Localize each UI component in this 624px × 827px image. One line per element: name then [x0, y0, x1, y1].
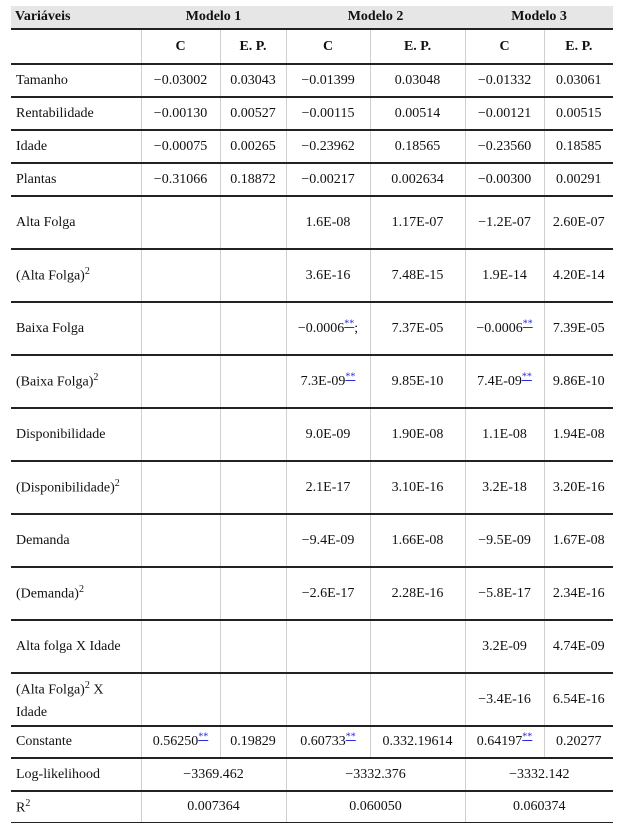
cell-m3-se: 1.94E-08 [544, 408, 613, 461]
significance-link[interactable]: ** [522, 731, 533, 743]
row-label: Alta Folga [11, 196, 141, 249]
cell-m1-se: 0.03043 [220, 64, 286, 97]
row-label: Idade [11, 130, 141, 163]
row-label: Rentabilidade [11, 97, 141, 130]
superscript: 2 [84, 266, 90, 278]
cell-m3-coef: 1.9E-14 [465, 249, 544, 302]
table-row [11, 64, 613, 97]
cell-m2-se [370, 673, 465, 726]
cell-m2-se: 1.66E-08 [370, 514, 465, 567]
cell-m3-coef: 1.1E-08 [465, 408, 544, 461]
subheader-m1-se: E. P. [220, 29, 286, 64]
cell-m3-se: 0.03061 [544, 64, 613, 97]
cell-m1-coef: −0.00075 [141, 130, 220, 163]
cell-m2-se: 9.85E-10 [370, 355, 465, 408]
cell-value: 7.4E-09 [477, 373, 522, 389]
header-variables: Variáveis [11, 6, 141, 29]
cell-m2-coef: −2.6E-17 [286, 567, 370, 620]
cell-m3-coef: −5.8E-17 [465, 567, 544, 620]
significance-link[interactable]: ** [345, 370, 356, 382]
cell-m3-r2: 0.060374 [465, 791, 613, 823]
table-row [11, 302, 613, 355]
row-label: Plantas [11, 163, 141, 196]
cell-m3-coef: −0.01332 [465, 64, 544, 97]
header-model-1: Modelo 1 [141, 6, 286, 29]
table-row [11, 620, 613, 673]
cell-m1-r2: 0.007364 [141, 791, 286, 823]
cell-m2-coef [286, 355, 370, 408]
cell-m3-coef [465, 726, 544, 758]
row-label [11, 567, 141, 620]
row-label-text: (Disponibilidade) [16, 480, 115, 496]
cell-m1-coef [141, 620, 220, 673]
table-row [11, 196, 613, 249]
cell-tail: ; [354, 320, 359, 336]
cell-m1-coef [141, 408, 220, 461]
superscript: 2 [84, 680, 90, 692]
cell-m2-r2: 0.060050 [286, 791, 465, 823]
cell-m1-coef: −0.00130 [141, 97, 220, 130]
cell-m2-coef: 9.0E-09 [286, 408, 370, 461]
significance-link[interactable]: ** [344, 317, 355, 329]
cell-m2-se: 1.90E-08 [370, 408, 465, 461]
cell-value: 0.64197 [476, 734, 523, 749]
cell-m1-coef: −0.31066 [141, 163, 220, 196]
cell-m3-se: 4.74E-09 [544, 620, 613, 673]
cell-m3-se: 0.20277 [544, 726, 613, 758]
cell-m2-se: 0.00514 [370, 97, 465, 130]
cell-m1-se: 0.00527 [220, 97, 286, 130]
subheader-row [11, 29, 613, 64]
significance-link[interactable]: ** [521, 370, 532, 382]
cell-m3-se: 0.00291 [544, 163, 613, 196]
row-label: Constante [11, 726, 141, 758]
superscript: 2 [93, 372, 99, 384]
row-label-text: (Baixa Folga) [16, 374, 94, 390]
row-label [11, 249, 141, 302]
subheader-empty [11, 29, 141, 64]
cell-m1-coef [141, 726, 220, 758]
cell-m2-se: 7.48E-15 [370, 249, 465, 302]
cell-m3-se: 1.67E-08 [544, 514, 613, 567]
row-label-text: (Alta Folga) [16, 682, 85, 698]
row-label [11, 791, 141, 823]
cell-m2-se: 2.28E-16 [370, 567, 465, 620]
cell-m2-se: 7.37E-05 [370, 302, 465, 355]
row-label [11, 461, 141, 514]
table-row [11, 673, 613, 726]
cell-m3-se: 0.00515 [544, 97, 613, 130]
cell-m1-coef [141, 461, 220, 514]
cell-m3-coef: −1.2E-07 [465, 196, 544, 249]
cell-m2-coef [286, 673, 370, 726]
cell-m2-se: 0.332.19614 [370, 726, 465, 758]
cell-m1-loglik: −3369.462 [141, 758, 286, 791]
cell-m3-se: 9.86E-10 [544, 355, 613, 408]
cell-m1-se [220, 514, 286, 567]
cell-m3-coef: 3.2E-09 [465, 620, 544, 673]
cell-m1-se [220, 461, 286, 514]
cell-value: −0.0006 [476, 320, 523, 336]
significance-link[interactable]: ** [345, 731, 356, 743]
cell-m1-se [220, 355, 286, 408]
cell-m3-coef: −0.23560 [465, 130, 544, 163]
row-label: Alta folga X Idade [11, 620, 141, 673]
cell-m3-se: 3.20E-16 [544, 461, 613, 514]
cell-m3-se: 7.39E-05 [544, 302, 613, 355]
cell-m3-se: 6.54E-16 [544, 673, 613, 726]
cell-m2-coef: 1.6E-08 [286, 196, 370, 249]
cell-m2-se: 0.18565 [370, 130, 465, 163]
row-label: Log-likelihood [11, 758, 141, 791]
superscript: 2 [114, 478, 120, 490]
cell-m2-se: 1.17E-07 [370, 196, 465, 249]
table-row [11, 567, 613, 620]
cell-m2-coef: −9.4E-09 [286, 514, 370, 567]
cell-m1-se [220, 408, 286, 461]
row-label-text: (Demanda) [16, 586, 79, 602]
cell-value: 0.56250 [152, 734, 199, 749]
cell-m2-se: 3.10E-16 [370, 461, 465, 514]
cell-m3-se: 2.60E-07 [544, 196, 613, 249]
cell-m1-coef [141, 514, 220, 567]
cell-m2-se: 0.03048 [370, 64, 465, 97]
regression-results-table [11, 6, 613, 823]
table-row [11, 130, 613, 163]
row-label-text: R [16, 800, 26, 816]
table-row [11, 514, 613, 567]
row-label-text-b: X Idade [16, 682, 104, 720]
cell-m1-se [220, 249, 286, 302]
cell-m1-se [220, 196, 286, 249]
cell-m3-se: 0.18585 [544, 130, 613, 163]
table-row [11, 726, 613, 758]
subheader-m2-coef: C [286, 29, 370, 64]
cell-m1-coef [141, 249, 220, 302]
cell-m2-se [370, 620, 465, 673]
cell-value: −0.0006 [297, 320, 345, 336]
cell-m2-se: 0.002634 [370, 163, 465, 196]
table-row [11, 461, 613, 514]
cell-m1-coef [141, 196, 220, 249]
table-row [11, 355, 613, 408]
cell-m1-se [220, 302, 286, 355]
superscript: 2 [78, 584, 84, 596]
subheader-m1-coef: C [141, 29, 220, 64]
cell-m2-coef [286, 620, 370, 673]
cell-m2-coef: −0.00217 [286, 163, 370, 196]
row-label: Demanda [11, 514, 141, 567]
header-model-3: Modelo 3 [465, 6, 613, 29]
cell-value: 0.60733 [300, 734, 346, 749]
header-row [11, 6, 613, 29]
row-label [11, 355, 141, 408]
cell-m2-coef [286, 302, 370, 355]
cell-m2-coef: 3.6E-16 [286, 249, 370, 302]
cell-m1-se [220, 567, 286, 620]
cell-m1-coef [141, 673, 220, 726]
significance-link[interactable]: ** [522, 317, 533, 329]
cell-m1-se: 0.18872 [220, 163, 286, 196]
cell-m3-coef: −3.4E-16 [465, 673, 544, 726]
table-row [11, 249, 613, 302]
row-label: Disponibilidade [11, 408, 141, 461]
row-label-text: (Alta Folga) [16, 268, 85, 284]
cell-m2-coef: −0.01399 [286, 64, 370, 97]
superscript: 2 [25, 797, 31, 809]
row-label [11, 673, 141, 726]
row-label: Baixa Folga [11, 302, 141, 355]
cell-m1-coef [141, 567, 220, 620]
cell-m2-coef [286, 726, 370, 758]
cell-m1-se [220, 673, 286, 726]
row-label: Tamanho [11, 64, 141, 97]
cell-m2-coef: −0.00115 [286, 97, 370, 130]
cell-m1-se [220, 620, 286, 673]
cell-m3-coef [465, 302, 544, 355]
table-row [11, 408, 613, 461]
cell-m3-coef: −0.00300 [465, 163, 544, 196]
subheader-m2-se: E. P. [370, 29, 465, 64]
cell-m3-coef: −9.5E-09 [465, 514, 544, 567]
cell-m1-coef [141, 355, 220, 408]
cell-m1-se: 0.19829 [220, 726, 286, 758]
cell-value: 7.3E-09 [300, 373, 346, 389]
results-table-container [11, 6, 613, 823]
header-model-2: Modelo 2 [286, 6, 465, 29]
cell-m3-coef [465, 355, 544, 408]
cell-m3-coef: −0.00121 [465, 97, 544, 130]
significance-link[interactable]: ** [198, 731, 209, 743]
cell-m1-coef: −0.03002 [141, 64, 220, 97]
table-row [11, 97, 613, 130]
subheader-m3-se: E. P. [544, 29, 613, 64]
cell-m3-se: 4.20E-14 [544, 249, 613, 302]
cell-m3-se: 2.34E-16 [544, 567, 613, 620]
cell-m3-loglik: −3332.142 [465, 758, 613, 791]
cell-m2-loglik: −3332.376 [286, 758, 465, 791]
table-row [11, 791, 613, 823]
cell-m1-coef [141, 302, 220, 355]
cell-m3-coef: 3.2E-18 [465, 461, 544, 514]
table-row [11, 758, 613, 791]
cell-m2-coef: 2.1E-17 [286, 461, 370, 514]
cell-m2-coef: −0.23962 [286, 130, 370, 163]
table-row [11, 163, 613, 196]
cell-m1-se: 0.00265 [220, 130, 286, 163]
subheader-m3-coef: C [465, 29, 544, 64]
